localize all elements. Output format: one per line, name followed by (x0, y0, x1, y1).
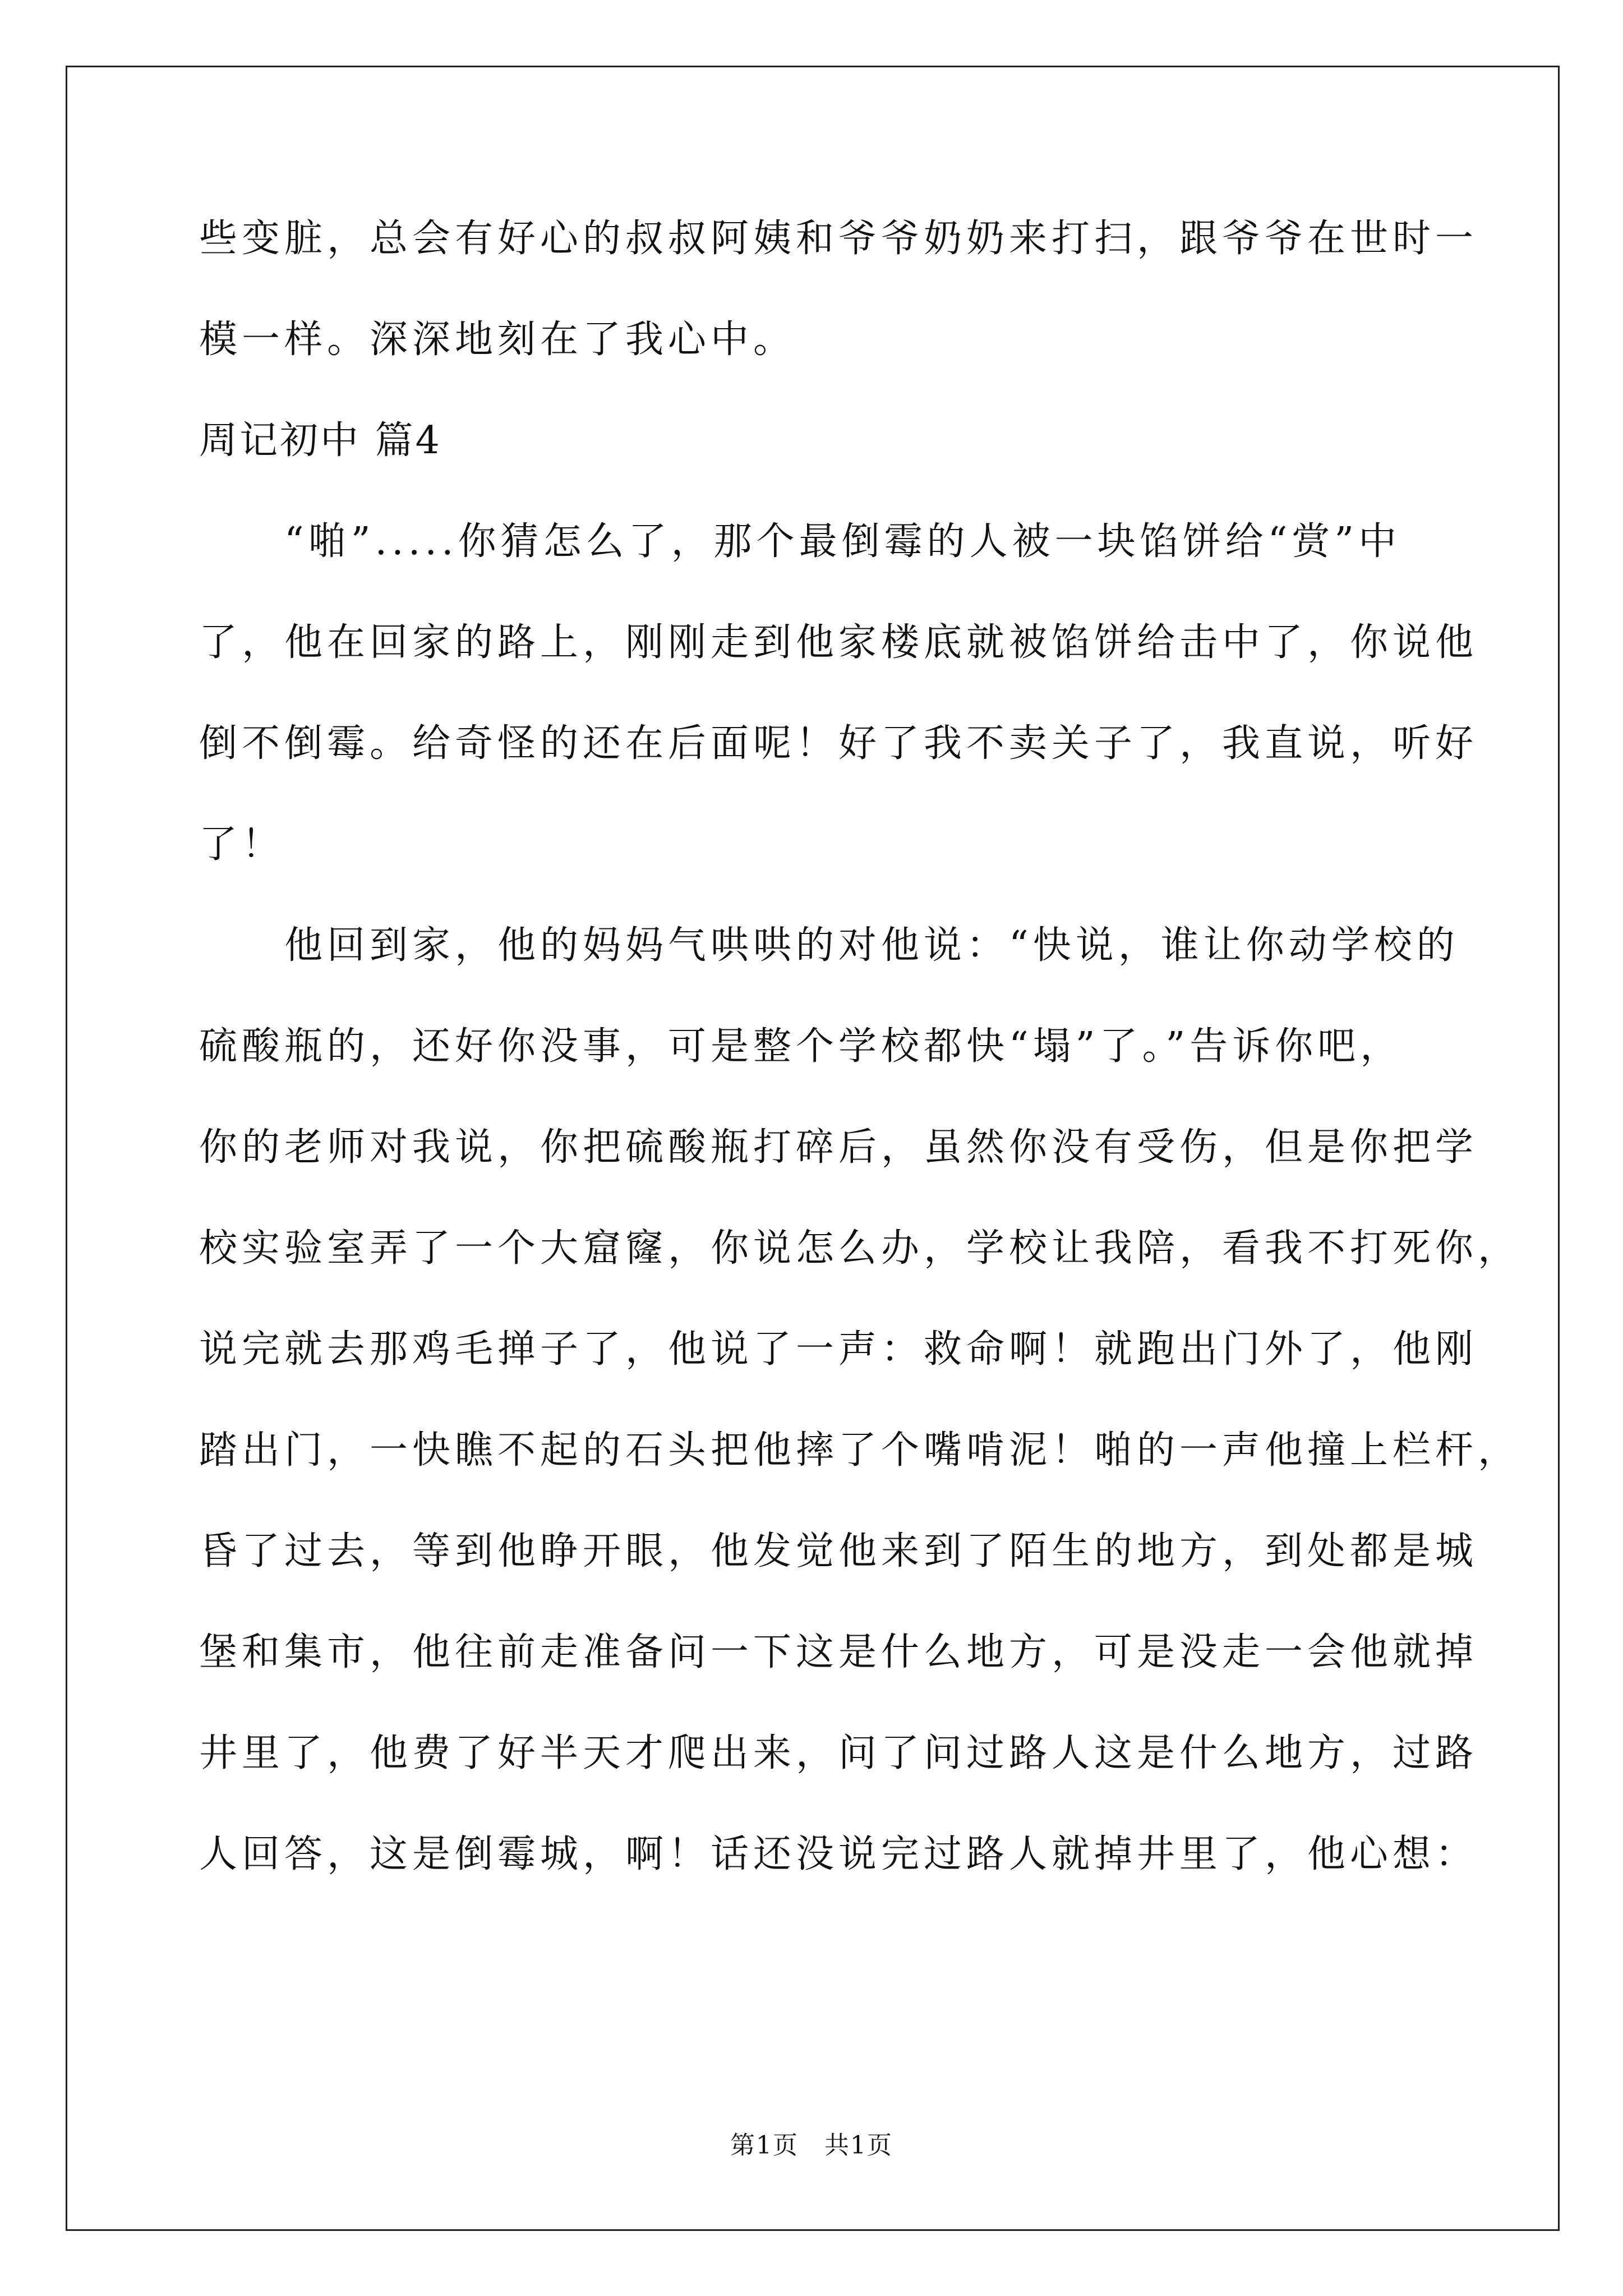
text-line: 踏出门，一快瞧不起的石头把他摔了个嘴啃泥！啪的一声他撞上栏杆， (199, 1428, 1521, 1473)
text-line: 堡和集市，他往前走准备问一下这是什么地方，可是没走一会他就掉 (199, 1630, 1478, 1674)
text-line: 昏了过去，等到他睁开眼，他发觉他来到了陌生的地方，到处都是城 (199, 1529, 1478, 1573)
text-line: 人回答，这是倒霉城，啊！话还没说完过路人就掉井里了，他心想： (199, 1832, 1478, 1876)
text-line: 硫酸瓶的，还好你没事，可是整个学校都快“塌”了。”告诉你吧， (199, 1024, 1403, 1069)
text-line: 了！ (199, 822, 285, 867)
section-title: 周记初中 篇4 (199, 418, 442, 463)
text-line: “啪”.....你猜怎么了，那个最倒霉的人被一块馅饼给“赏”中 (199, 519, 1401, 564)
page-footer: 第1页 共1页 (730, 2131, 893, 2160)
text-line: 些变脏，总会有好心的叔叔阿姨和爷爷奶奶来打扫，跟爷爷在世时一 (199, 217, 1478, 261)
text-line: 倒不倒霉。给奇怪的还在后面呢！好了我不卖关子了，我直说，听好 (199, 721, 1478, 766)
text-line: 说完就去那鸡毛掸子了，他说了一声：救命啊！就跑出门外了，他刚 (199, 1327, 1478, 1372)
document-body (199, 213, 1521, 1880)
text-line: 校实验室弄了一个大窟窿，你说怎么办，学校让我陪，看我不打死你， (199, 1226, 1521, 1271)
text-line: 了，他在回家的路上，刚刚走到他家楼底就被馅饼给击中了，你说他 (199, 620, 1478, 665)
text-line: 模一样。深深地刻在了我心中。 (199, 318, 796, 362)
text-line: 你的老师对我说，你把硫酸瓶打碎后，虽然你没有受伤，但是你把学 (199, 1125, 1478, 1170)
text-line: 井里了，他费了好半天才爬出来，问了问过路人这是什么地方，过路 (199, 1731, 1478, 1775)
text-line: 他回到家，他的妈妈气哄哄的对他说：“快说，谁让你动学校的 (199, 923, 1459, 968)
